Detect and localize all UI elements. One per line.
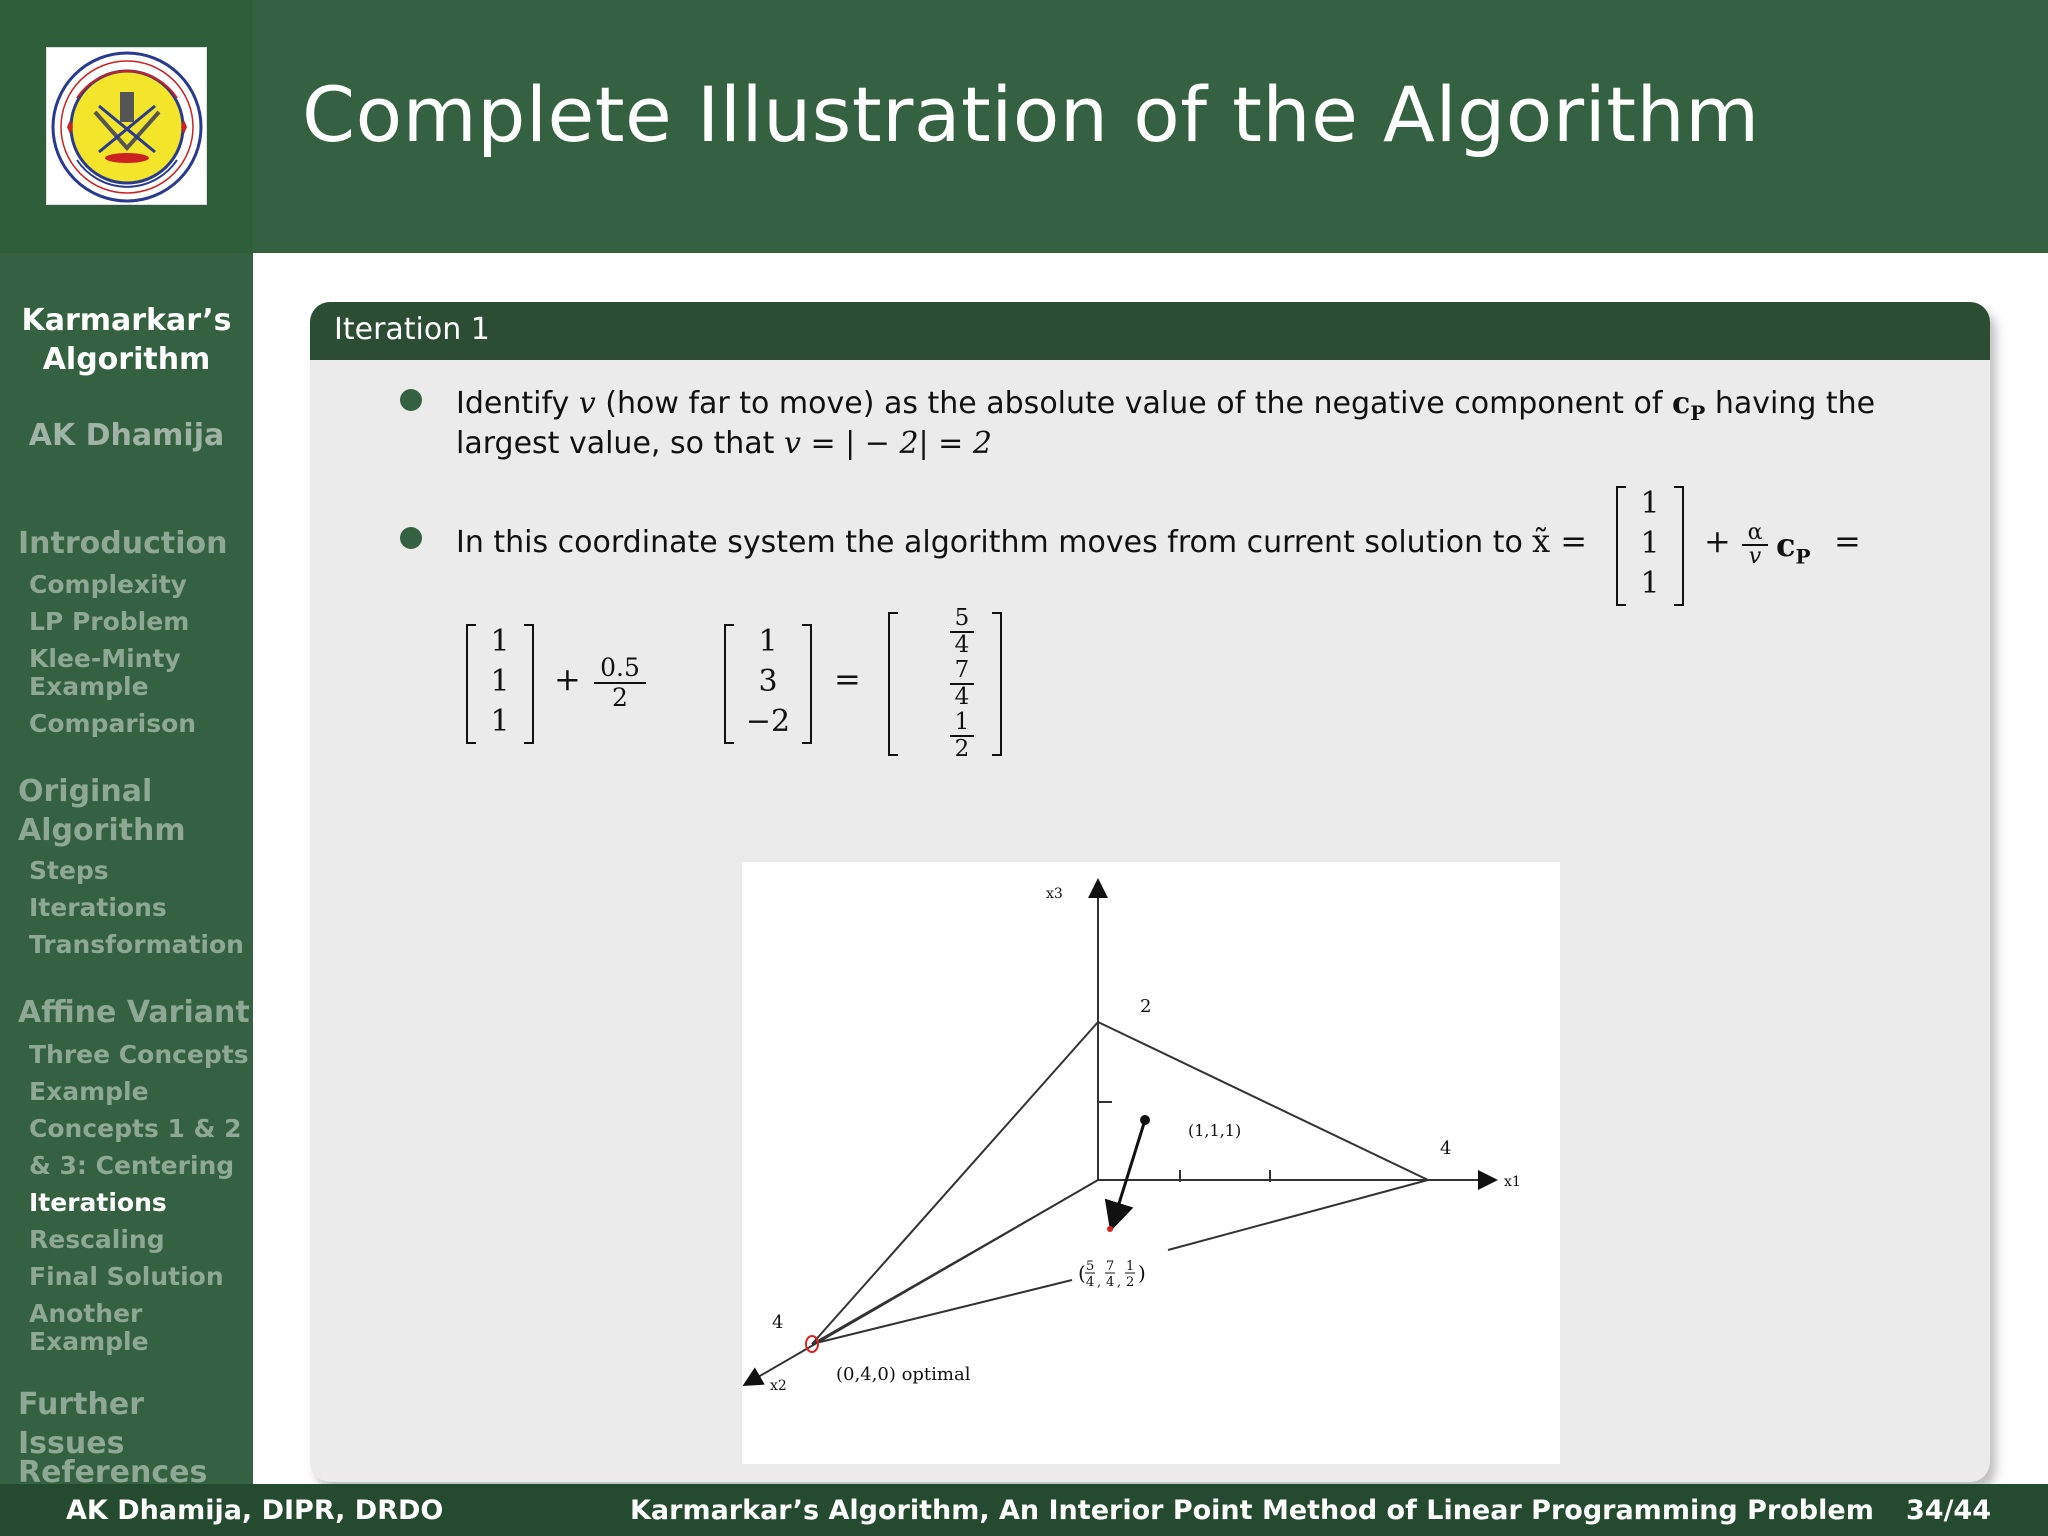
drdo-logo [46,47,207,205]
sidebar-item-transformation[interactable]: Transformation [29,930,244,959]
equals-sign: = [1834,522,1861,560]
np-den: 2 [1126,1275,1135,1290]
optimal-label: (0,4,0) optimal [836,1364,971,1385]
sidebar-item-another-example[interactable]: Example [29,1327,149,1356]
logo-panel [0,0,253,253]
np-den: 4 [1106,1275,1115,1290]
cp-symbol: c [1671,386,1691,421]
vec-entry: 1 [490,664,510,699]
frac-den: v [1748,544,1762,569]
sidebar-item-rescaling[interactable]: Rescaling [29,1225,165,1254]
result-den: 4 [954,684,970,710]
left-bracket [466,624,476,744]
result-den: 2 [954,736,970,762]
sidebar-item-klee-minty[interactable]: Klee-Minty [29,644,181,673]
bullet-icon [400,527,422,549]
sidebar-item-centering[interactable]: & 3: Centering [29,1151,235,1180]
block-title: Iteration 1 [334,312,490,347]
cp-symbol-2 [1776,526,1811,568]
vec-entry: 1 [1640,486,1660,521]
bullet1-post: having the [1714,386,1876,421]
center-point-label: (1,1,1) [1188,1121,1242,1140]
sidebar-presentation-title[interactable] [0,301,253,379]
vec-entry: 1 [490,704,510,739]
plus-sign-2: + [554,660,581,698]
result-num: 1 [954,709,970,735]
vec-entry: 1 [490,624,510,659]
sidebar-item-three-concepts[interactable]: Three Concepts [29,1040,249,1069]
np-num: 1 [1126,1259,1135,1274]
vec-entry: 1 [758,624,778,659]
frac-num: 0.5 [600,653,640,682]
bullet1-line2 [456,423,992,464]
left-bracket [724,624,734,744]
simplex-edge [812,1022,1098,1344]
sidebar-item-iterations-active[interactable]: Iterations [29,1188,167,1217]
simplex-figure [742,862,1560,1464]
vec-entry: 1 [1640,526,1660,561]
sidebar-section-original-line2: Algorithm [18,813,186,848]
np-den: 4 [1086,1275,1095,1290]
svg-text:,: , [1117,1275,1122,1290]
bullet1-line2-pre: largest value, so that [456,426,775,461]
bullet1-v: v [578,386,596,421]
vec-entry: −2 [745,704,791,739]
sidebar-section-original-line1: Original [18,774,153,809]
sidebar-item-example[interactable]: Example [29,1077,149,1106]
left-bracket [888,612,898,756]
sidebar-section-introduction[interactable]: Introduction [18,526,228,561]
right-bracket [802,624,812,744]
left-bracket [1616,486,1626,606]
x3-label: x3 [1046,886,1063,902]
bullet-icon [400,389,422,411]
np-num: 5 [1086,1259,1095,1274]
right-bracket [992,612,1002,756]
cp-sub: P [1795,544,1811,569]
bullet1-pre: Identify [456,386,570,421]
bullet1-mid: (how far to move) as the absolute value of the negative component of [605,386,1663,421]
vertex-label-2: 2 [1140,996,1152,1017]
sidebar-section-affine-variant[interactable]: Affine Variant [18,995,250,1030]
sidebar-item-comparison[interactable]: Comparison [29,709,197,738]
footer-title: Karmarkar’s Algorithm, An Interior Point Method of Linear Programming Problem [630,1495,1874,1526]
sidebar-item-complexity[interactable]: Complexity [29,570,187,599]
sidebar-item-iterations-original[interactable]: Iterations [29,893,167,922]
vertex-label-4-x1: 4 [1440,1138,1452,1159]
sidebar-item-steps[interactable]: Steps [29,856,109,885]
move-arrow [1112,1120,1145,1226]
sidebar-title-line2: Algorithm [42,342,211,377]
vector-ones-top [1628,484,1672,604]
cp-letter: c [1776,526,1796,564]
vertex-label-4-x2: 4 [772,1312,784,1333]
sidebar-nav [0,253,253,1484]
footer-page-number: 34/44 [1906,1495,1992,1526]
sidebar-item-klee-minty-example[interactable]: Example [29,672,149,701]
result-num: 5 [954,605,970,631]
block-header [310,302,1990,360]
sidebar-item-another[interactable]: Another [29,1299,143,1328]
right-bracket [1674,486,1684,606]
bullet1-equation: v = | − 2| = 2 [783,426,992,461]
frac-den: 2 [612,683,628,712]
result-num: 7 [954,657,970,683]
result-den: 4 [954,632,970,658]
plus-sign: + [1704,522,1731,560]
sidebar-section-references[interactable]: References [18,1455,208,1484]
alpha-over-v [1742,522,1768,568]
slide-title: Complete Illustration of the Algorithm [302,70,1760,159]
svg-text:): ) [1138,1261,1146,1285]
x1-label: x1 [1504,1174,1521,1190]
simplex-edge [812,1280,1072,1344]
x-tilde-eq: x̃ = [1532,522,1588,560]
svg-text:(: ( [1078,1261,1086,1285]
coefficient-frac [594,654,646,712]
simplex-edge [1098,1022,1428,1180]
bullet1-cp [1671,386,1706,425]
x2-label: x2 [770,1378,787,1394]
right-bracket [524,624,534,744]
vector-ones [478,622,522,742]
sidebar-item-final-solution[interactable]: Final Solution [29,1262,224,1291]
vector-cp [736,622,800,742]
np-num: 7 [1106,1259,1115,1274]
vec-entry: 3 [758,664,778,699]
sidebar-item-concepts-1-2[interactable]: Concepts 1 & 2 [29,1114,242,1143]
bullet2-text: In this coordinate system the algorithm moves from current solution to [456,525,1523,560]
frac-num: α [1747,520,1763,545]
sidebar-section-original-algorithm[interactable] [18,772,186,850]
sidebar-author[interactable]: AK Dhamija [28,418,225,453]
vec-entry: 1 [1640,566,1660,601]
new-point-label [1078,1259,1146,1290]
cp-subscript: P [1690,401,1706,425]
simplex-edge [1168,1180,1428,1250]
svg-text:,: , [1097,1275,1102,1290]
simplex-diagram [742,862,1560,1464]
sidebar-item-lp-problem[interactable]: LP Problem [29,607,190,636]
sidebar-section-further-issues[interactable]: Further Issues [18,1387,144,1461]
footer-bar [0,1484,2048,1536]
equals-sign-2: = [834,660,861,698]
footer-author: AK Dhamija, DIPR, DRDO [66,1495,444,1526]
sidebar-title-line1: Karmarkar’s [21,303,232,338]
result-vector [950,606,974,762]
